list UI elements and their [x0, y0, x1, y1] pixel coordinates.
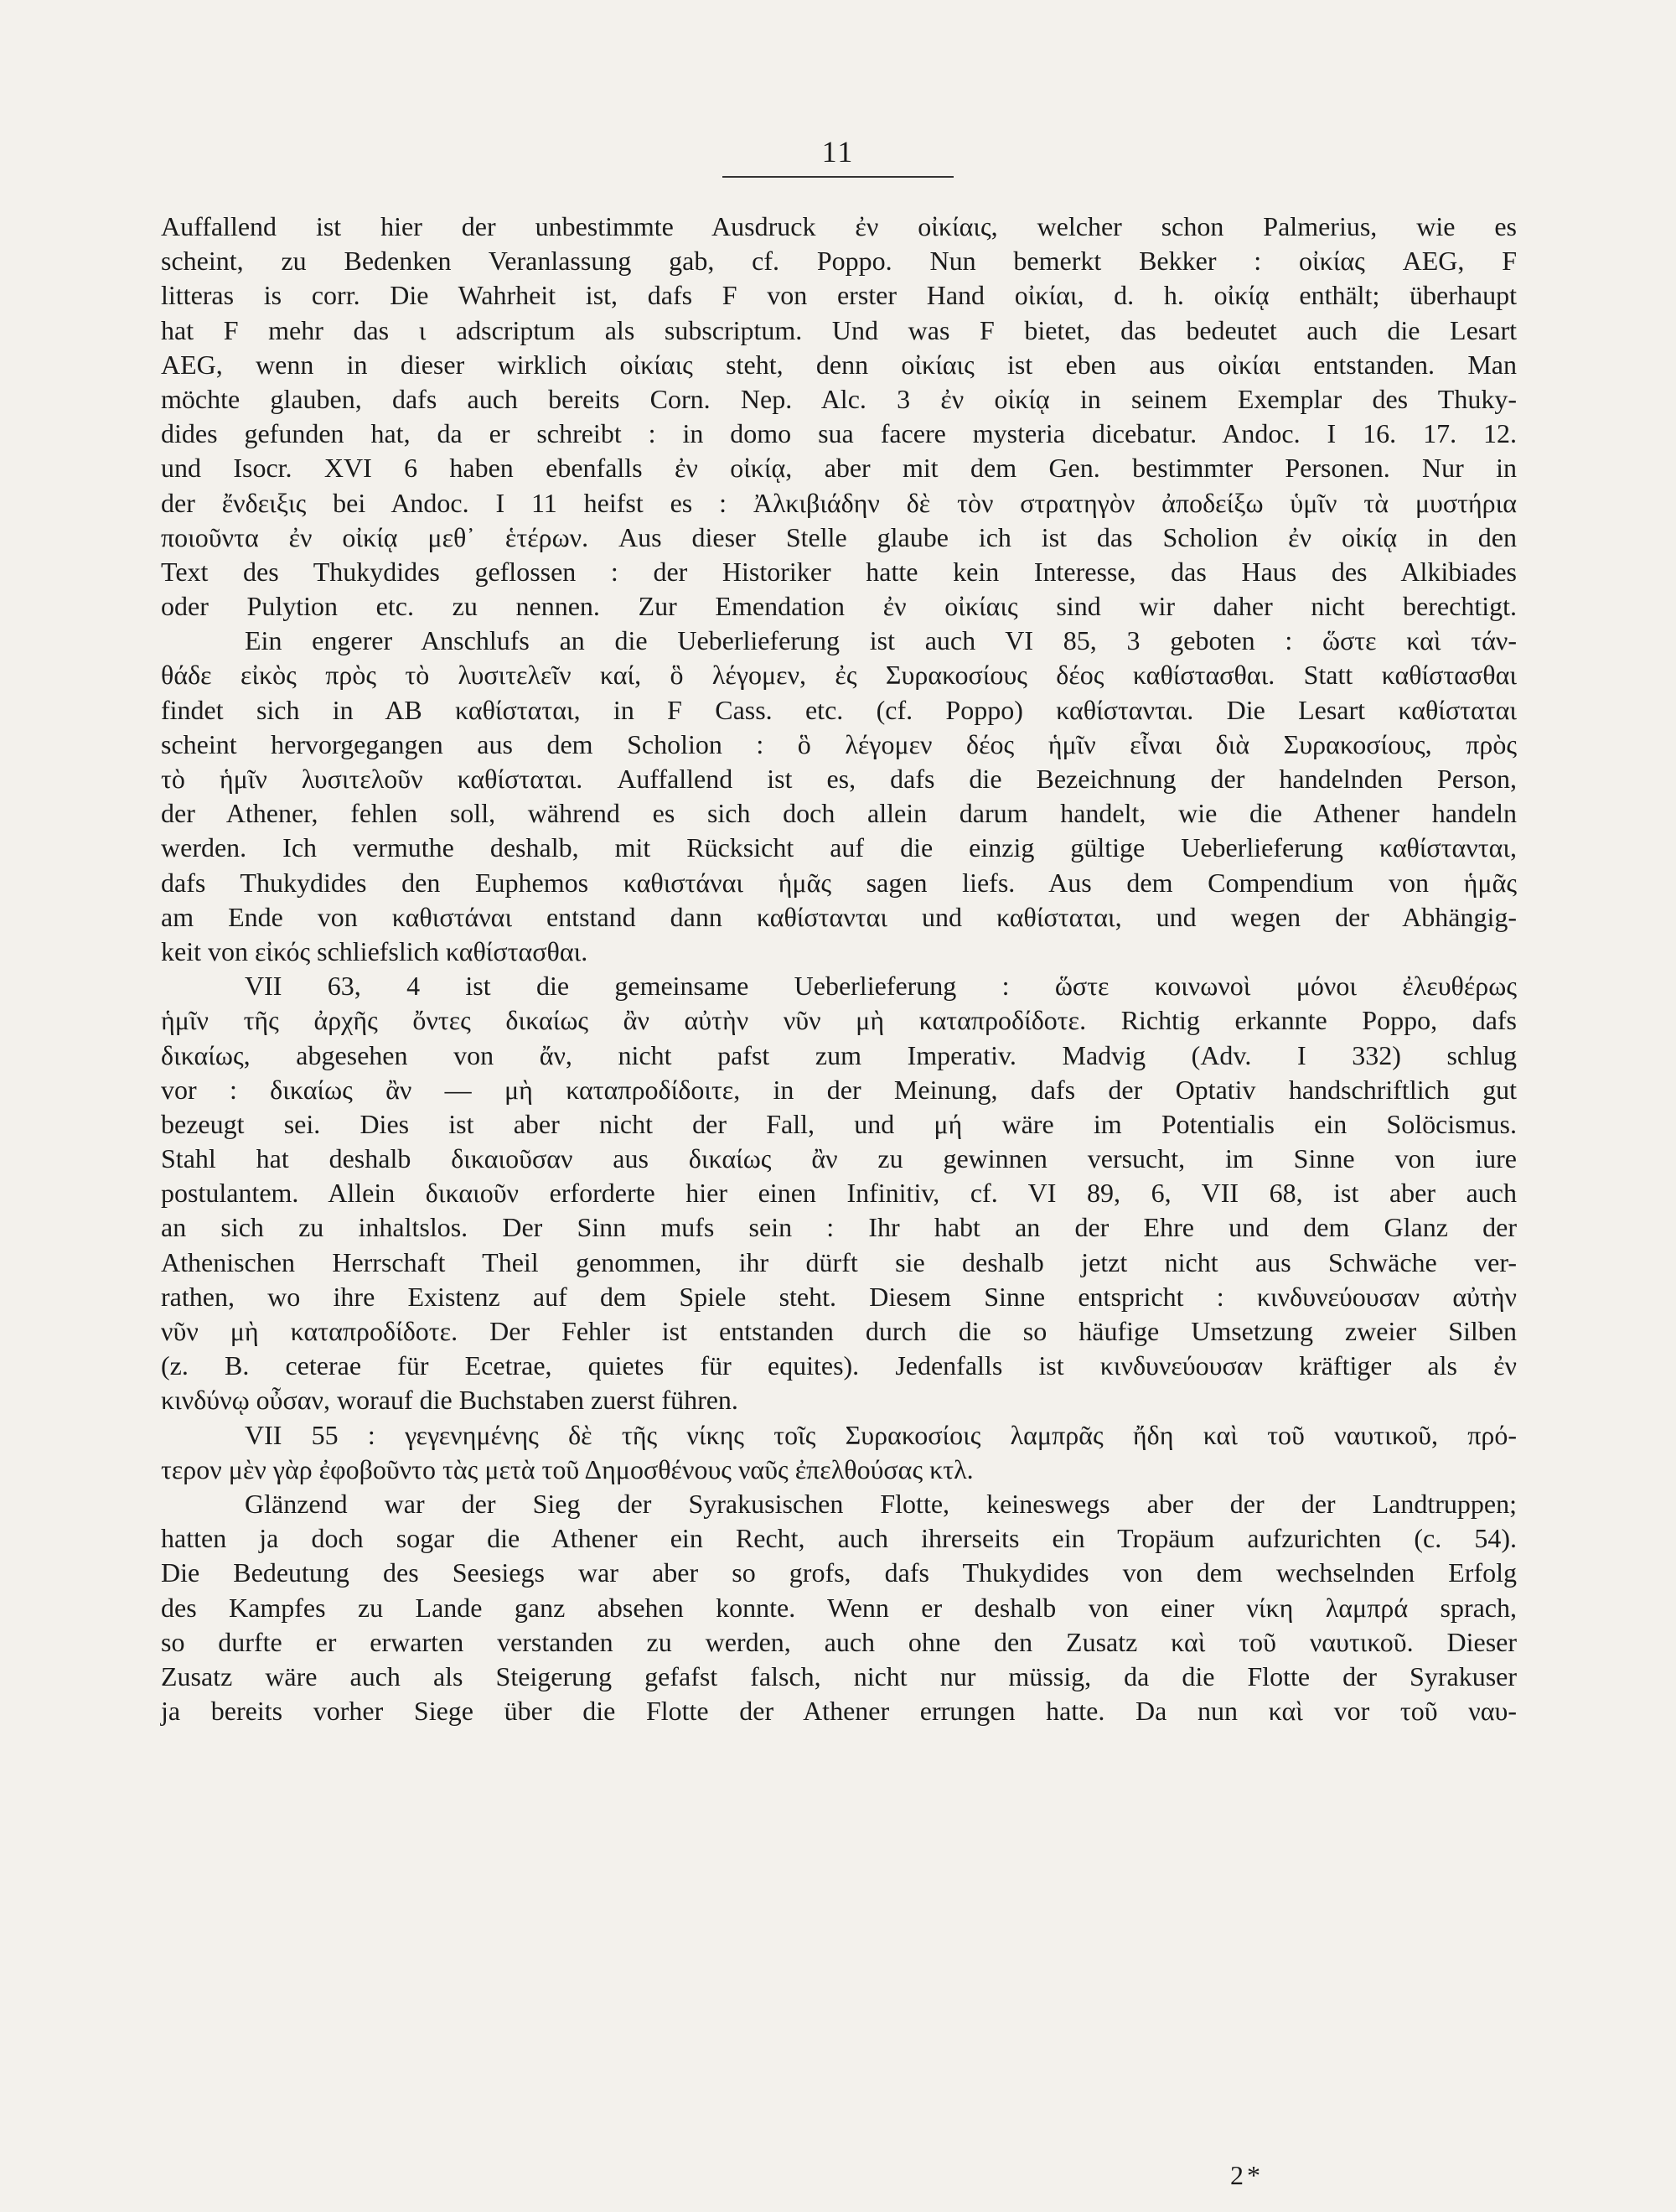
text-line: keit von εἰκός schliefslich καθίστασθαι. [161, 935, 588, 966]
text-line: am Ende von καθιστάναι entstand dann καθίστανται und καθίσταται, und wegen der Abhängig- [161, 901, 1517, 932]
text-line: des Kampfes zu Lande ganz absehen konnte. Wenn er deshalb von einer νίκη λαμπρά sprach, [161, 1592, 1517, 1623]
text-line: vor : δικαίως ἂν — μὴ καταπροδίδοιτε, in der Meinung, dafs der Optativ handschriftlich gut [161, 1074, 1517, 1105]
text-line: postulantem. Allein δικαιοῦν erforderte hier einen Infinitiv, cf. VI 89, 6, VII 68, ist aber auch [161, 1178, 1517, 1209]
text-line: rathen, wo ihre Existenz auf dem Spiele steht. Diesem Sinne entspricht : κινδυνεύουσαν αὐτὴν [161, 1281, 1517, 1312]
text-line: litteras is corr. Die Wahrheit ist, dafs F von erster Hand οἰκίαι, d. h. οἰκίᾳ enthält; überhaupt [161, 280, 1517, 311]
text-line: (z. B. ceterae für Ecetrae, quietes für equites). Jedenfalls ist κινδυνεύουσαν kräftiger als ἐν [161, 1350, 1517, 1381]
text-line: möchte glauben, dafs auch bereits Corn. Nep. Alc. 3 ἐν οἰκίᾳ in seinem Exemplar des Thuky- [161, 383, 1517, 414]
page-number: 11 [821, 135, 855, 168]
text-line: und Isocr. XVI 6 haben ebenfalls ἐν οἰκίᾳ, aber mit dem Gen. bestimmter Personen. Nur in [161, 453, 1517, 484]
text-line: Stahl hat deshalb δικαιοῦσαν aus δικαίως ἂν zu gewinnen versucht, im Sinne von iure [161, 1143, 1517, 1174]
text-line: ja bereits vorher Siege über die Flotte der Athener errungen hatte. Da nun καὶ vor τοῦ ναυ- [161, 1696, 1517, 1727]
text-line: τερον μὲν γὰρ ἐφοβοῦντο τὰς μετὰ τοῦ Δημοσθένους ναῦς ἐπελθούσας κτλ. [161, 1453, 974, 1484]
text-line: bezeugt sei. Dies ist aber nicht der Fall, und μή wäre im Potentialis ein Solöcismus. [161, 1108, 1517, 1139]
text-line: θάδε εἰκὸς πρὸς τὸ λυσιτελεῖν καί, ὃ λέγομεν, ἐς Συρακοσίους δέος καθίστασθαι. Statt καθίστασθαι [161, 660, 1517, 691]
text-line: Glänzend war der Sieg der Syrakusischen Flotte, keineswegs aber der der Landtruppen; [245, 1488, 1517, 1519]
text-line: oder Pulytion etc. zu nennen. Zur Emendation ἐν οἰκίαις sind wir daher nicht berechtigt. [161, 591, 1517, 622]
text-line: der ἔνδειξις bei Andoc. I 11 heifst es : Ἀλκιβιάδην δὲ τὸν στρατηγὸν ἀποδείξω ὑμῖν τὰ μυστήρια [161, 487, 1517, 518]
text-line: der Athener, fehlen soll, während es sich doch allein darum handelt, wie die Athener handeln [161, 798, 1517, 829]
text-line: scheint hervorgegangen aus dem Scholion : ὃ λέγομεν δέος ἡμῖν εἶναι διὰ Συρακοσίους, πρὸς [161, 728, 1517, 759]
text-line: VII 63, 4 ist die gemeinsame Ueberlieferung : ὥστε κοινωνοὶ μόνοι ἐλευθέρως [245, 971, 1517, 1002]
text-line: an sich zu inhaltslos. Der Sinn mufs sein : Ihr habt an der Ehre und dem Glanz der [161, 1212, 1517, 1243]
text-line: νῦν μὴ καταπροδίδοτε. Der Fehler ist entstanden durch die so häufige Umsetzung zweier Silben [161, 1316, 1517, 1346]
text-line: Zusatz wäre auch als Steigerung gefafst falsch, nicht nur müssig, da die Flotte der Syrakuser [161, 1660, 1517, 1691]
text-line: hat F mehr das ι adscriptum als subscriptum. Und was F bietet, das bedeutet auch die Lesart [161, 314, 1517, 345]
text-line: findet sich in AB καθίσταται, in F Cass. etc. (cf. Poppo) καθίστανται. Die Lesart καθίσταται [161, 694, 1517, 725]
text-line: δικαίως, abgesehen von ἄν, nicht pafst zum Imperativ. Madvig (Adv. I 332) schlug [161, 1039, 1517, 1070]
text-line: Auffallend ist hier der unbestimmte Ausdruck ἐν οἰκίαις, welcher schon Palmerius, wie es [161, 211, 1517, 241]
text-line: Text des Thukydides geflossen : der Historiker hatte kein Interesse, das Haus des Alkibiades [161, 556, 1517, 587]
text-line: scheint, zu Bedenken Veranlassung gab, cf. Poppo. Nun bemerkt Bekker : οἰκίας AEG, F [161, 246, 1517, 277]
text-line: AEG, wenn in dieser wirklich οἰκίαις steht, denn οἰκίαις ist eben aus οἰκίαι entstanden. Man [161, 349, 1517, 380]
text-line: hatten ja doch sogar die Athener ein Recht, auch ihrerseits ein Tropäum aufzurichten (c. 54). [161, 1523, 1517, 1554]
text-line: so durfte er erwarten verstanden zu werden, auch ohne den Zusatz καὶ τοῦ ναυτικοῦ. Dieser [161, 1626, 1517, 1657]
text-line: dides gefunden hat, da er schreibt : in domo sua facere mysteria dicebatur. Andoc. I 16. 17. 12. [161, 418, 1517, 449]
text-line: Athenischen Herrschaft Theil genommen, ihr dürft sie deshalb jetzt nicht aus Schwäche ver- [161, 1246, 1517, 1277]
signature-mark: 2* [1230, 2160, 1264, 2190]
body-text [161, 210, 1517, 1728]
text-line: τὸ ἡμῖν λυσιτελοῦν καθίσταται. Auffallend ist es, dafs die Bezeichnung der handelnden Person, [161, 764, 1517, 794]
text-line: werden. Ich vermuthe deshalb, mit Rücksicht auf die einzig gültige Ueberlieferung καθίστανται, [161, 832, 1517, 863]
text-line: ποιοῦντα ἐν οἰκίᾳ μεθ᾽ ἑτέρων. Aus dieser Stelle glaube ich ist das Scholion ἐν οἰκίᾳ in den [161, 521, 1517, 552]
header-rule [722, 176, 954, 178]
text-line: Ein engerer Anschlufs an die Ueberlieferung ist auch VI 85, 3 geboten : ὥστε καὶ τάν- [245, 625, 1517, 656]
text-line: κινδύνῳ οὖσαν, worauf die Buchstaben zuerst führen. [161, 1385, 738, 1416]
text-line: ἡμῖν τῆς ἀρχῆς ὄντες δικαίως ἂν αὐτὴν νῦν μὴ καταπροδίδοτε. Richtig erkannte Poppo, dafs [161, 1005, 1517, 1036]
text-line: dafs Thukydides den Euphemos καθιστάναι ἡμᾶς sagen liefs. Aus dem Compendium von ἡμᾶς [161, 867, 1517, 898]
text-line: Die Bedeutung des Seesiegs war aber so grofs, dafs Thukydides von dem wechselnden Erfolg [161, 1557, 1517, 1588]
text-line: VII 55 : γεγενημένης δὲ τῆς νίκης τοῖς Συρακοσίοις λαμπρᾶς ἤδη καὶ τοῦ ναυτικοῦ, πρό- [245, 1419, 1517, 1450]
